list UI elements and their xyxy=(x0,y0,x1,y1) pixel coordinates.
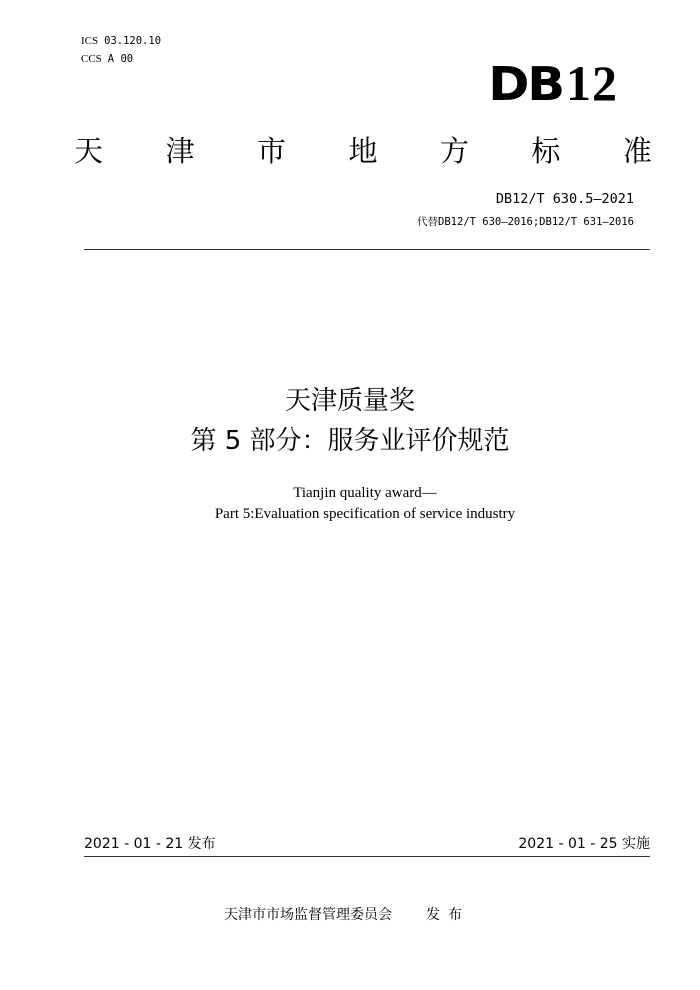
document-title-line2: 第 5 部分：服务业评价规范 xyxy=(190,426,510,456)
standard-number: DB12/T 630.5—2021 xyxy=(495,191,634,207)
db-prefix: DB xyxy=(487,57,563,111)
document-title-line1: 天津质量奖 xyxy=(284,386,415,416)
issue-date: 2021 - 01 - 21 发布 xyxy=(84,836,216,852)
category-title-char: 准 xyxy=(622,134,652,168)
ics-label: ICS xyxy=(81,35,99,47)
ics-code xyxy=(81,34,161,48)
english-title-line2: Part 5:Evaluation specification of service industry xyxy=(214,506,516,522)
ics-value: 03.120.10 xyxy=(104,35,162,47)
replaces-note: 代替DB12/T 630—2016;DB12/T 631—2016 xyxy=(417,216,634,228)
category-title-char: 市 xyxy=(256,134,286,168)
publisher-action: 发布 xyxy=(426,907,470,923)
publisher-name: 天津市市场监督管理委员会 xyxy=(224,907,392,923)
category-title-char: 地 xyxy=(348,134,378,168)
category-title xyxy=(74,133,652,169)
category-title-char: 津 xyxy=(165,134,195,168)
db-logo xyxy=(487,55,618,111)
db-number: 12 xyxy=(566,55,618,111)
ccs-label: CCS xyxy=(81,53,102,65)
header-divider xyxy=(84,249,650,250)
category-title-char: 天 xyxy=(74,134,104,168)
implementation-date: 2021 - 01 - 25 实施 xyxy=(518,836,650,852)
category-title-char: 标 xyxy=(531,134,561,168)
category-title-char: 方 xyxy=(439,134,469,168)
footer-divider xyxy=(84,856,650,857)
ccs-code xyxy=(81,52,133,66)
ccs-value: A 00 xyxy=(107,53,134,65)
publisher xyxy=(224,905,470,925)
english-title-line1: Tianjin quality award— xyxy=(293,485,437,501)
